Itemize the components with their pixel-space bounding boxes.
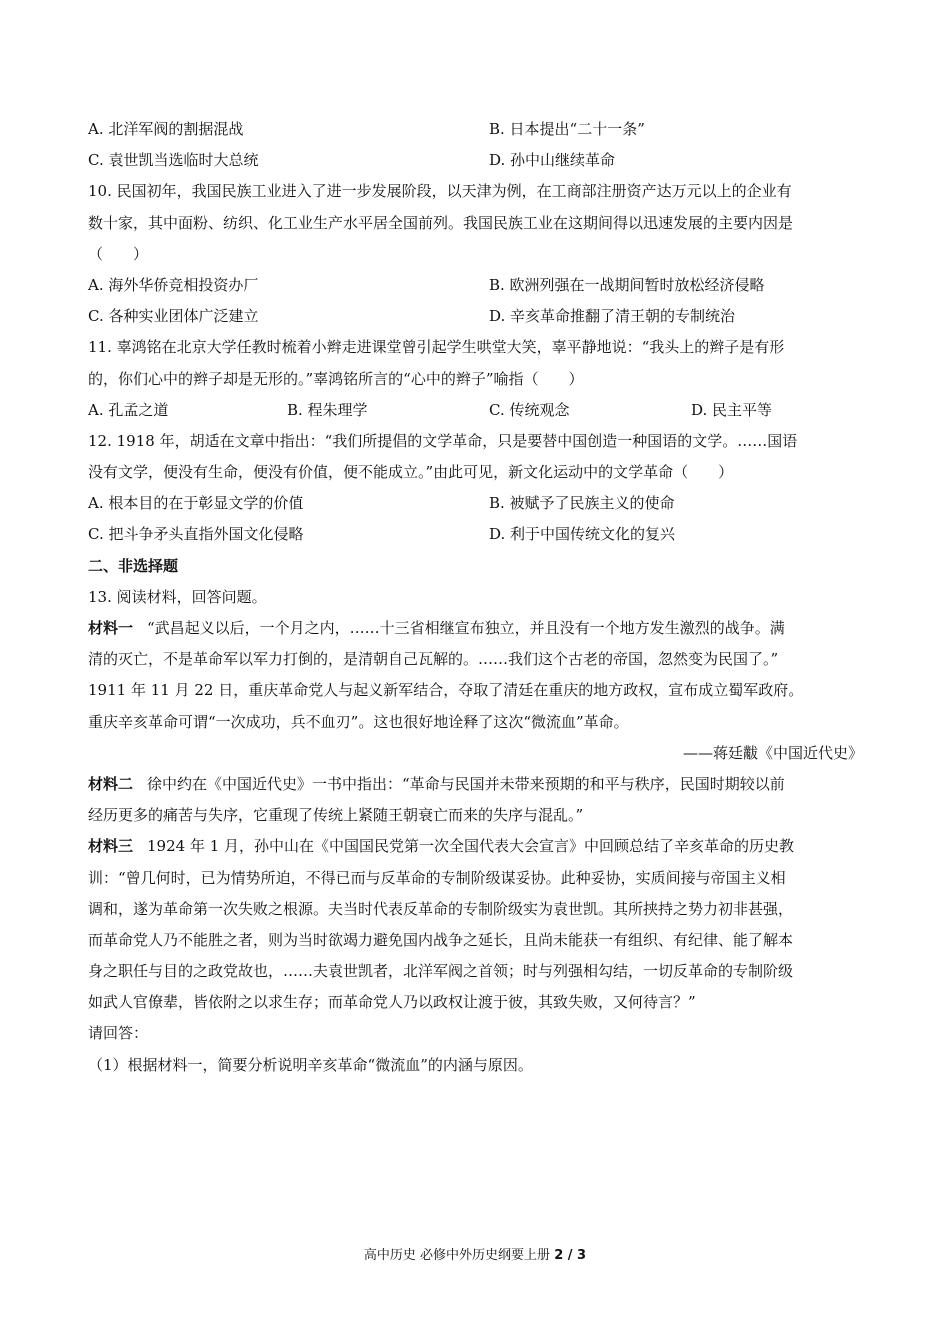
q12-stem-line-1: 12. 1918 年，胡适在文章中指出：“我们所提倡的文学革命，只是要替中国创造一种国语的文学。……国语 — [88, 431, 798, 450]
q10-stem-line-1: 10. 民国初年，我国民族工业进入了进一步发展阶段，以天津为例，在工商部注册资产达万元以上的企业有 — [88, 182, 792, 201]
footer-page-number: 2 / 3 — [554, 1248, 587, 1263]
q10-option-c: C. 各种实业团体广泛建立 — [88, 307, 259, 326]
q9-option-c: C. 袁世凯当选临时大总统 — [88, 151, 259, 170]
material1-text-1: “武昌起义以后，一个月之内，……十三省相继宣布独立，并且没有一个地方发生激烈的战争。满 — [147, 619, 785, 637]
q9-option-a: A. 北洋军阀的割据混战 — [88, 120, 244, 138]
q11-option-b: B. 程朱理学 — [287, 400, 368, 419]
material1-line-4: 重庆辛亥革命可谓“一次成功，兵不血刃”。这也很好地诠释了这次“微流血”革命。 — [88, 712, 629, 731]
exam-page — [88, 114, 863, 1081]
q10-option-d: D. 辛亥革命推翻了清王朝的专制统治 — [489, 307, 736, 326]
q10-options-row-1 — [88, 270, 863, 301]
sub-question-1: （1）根据材料一，简要分析说明辛亥革命“微流血”的内涵与原因。 — [88, 1055, 533, 1074]
q10-stem-line-3: （ ） — [88, 244, 149, 263]
material3-line-4: 而革命党人乃不能胜之者，则为当时欲竭力避免国内战争之延长，且尚未能获一有组织、有纪律、能了解本 — [88, 930, 794, 949]
q9-option-b: B. 日本提出“二十一条” — [489, 120, 645, 138]
q11-stem-line-1: 11. 辜鸿铭在北京大学任教时梳着小辫走进课堂曾引起学生哄堂大笑，辜平静地说：“我头上的辫子是有形 — [88, 338, 785, 357]
page-footer — [0, 1244, 950, 1263]
material3-line-3: 调和，遂为革命第一次失败之根源。夫当时代表反革命的专制阶级实为袁世凯。其所挟持之势力初非甚强， — [88, 899, 794, 918]
q12-stem-line-2: 没有文学，便没有生命，便没有价值，便不能成立。”由此可见，新文化运动中的文学革命（ ） — [88, 463, 734, 482]
footer-text: 高中历史 必修中外历史纲要上册 — [363, 1248, 555, 1263]
answer-prompt: 请回答： — [88, 1024, 149, 1043]
section-heading: 二、非选择题 — [88, 556, 179, 575]
material1-source: ——蒋廷黻《中国近代史》 — [682, 743, 863, 762]
q9-options-row-2 — [88, 145, 863, 176]
q11-option-c: C. 传统观念 — [489, 400, 570, 419]
q11-stem-line-2: 的，你们心中的辫子却是无形的。”辜鸿铭所言的“心中的辫子”喻指（ ） — [88, 369, 584, 388]
q12-option-d: D. 利于中国传统文化的复兴 — [489, 525, 676, 544]
q10-options-row-2 — [88, 301, 863, 332]
material2-label: 材料二 — [88, 774, 134, 793]
material2-line-1 — [88, 769, 863, 800]
material3-line-2: 训：“曾几何时，已为情势所迫，不得已而与反革命的专制阶级谋妥协。此种妥协，实质间接与帝国主义相 — [88, 868, 786, 887]
material3-line-6: 如武人官僚辈，皆依附之以求生存；而革命党人乃以政权让渡于彼，其致失败，又何待言？” — [88, 993, 696, 1012]
material1-line-2: 清的灭亡，不是革命军以军力打倒的，是清朝自己瓦解的。……我们这个古老的帝国，忽然变为民国了。” — [88, 650, 779, 669]
material3-label: 材料三 — [88, 837, 134, 856]
q10-option-a: A. 海外华侨竞相投资办厂 — [88, 275, 259, 294]
q13-intro: 13. 阅读材料，回答问题。 — [88, 587, 267, 606]
q11-options-row — [88, 395, 863, 426]
q10-stem-line-2: 数十家，其中面粉、纺织、化工业生产水平居全国前列。我国民族工业在这期间得以迅速发展的主要内因是 — [88, 213, 794, 232]
q9-options-row-1 — [88, 114, 863, 145]
material1-label: 材料一 — [88, 619, 134, 637]
q11-option-d: D. 民主平等 — [691, 400, 773, 419]
material3-line-1 — [88, 831, 863, 862]
material1-line-3: 1911 年 11 月 22 日，重庆革命党人与起义新军结合，夺取了清廷在重庆的地方政权，宣布成立蜀军政府。 — [88, 681, 804, 700]
q12-option-c: C. 把斗争矛头直指外国文化侵略 — [88, 525, 304, 544]
material3-text-1: 1924 年 1 月，孙中山在《中国国民党第一次全国代表大会宣言》中回顾总结了辛亥革命的历史教 — [147, 837, 795, 856]
material2-line-2: 经历更多的痛苦与失序，它重现了传统上紧随王朝衰亡而来的失序与混乱。” — [88, 806, 584, 825]
q11-option-a: A. 孔孟之道 — [88, 400, 169, 419]
material2-text-1: 徐中约在《中国近代史》一书中指出：“革命与民国并未带来预期的和平与秩序，民国时期较以前 — [147, 774, 785, 793]
q12-option-b: B. 被赋予了民族主义的使命 — [489, 494, 675, 513]
q12-option-a: A. 根本目的在于彰显文学的价值 — [88, 494, 304, 513]
q12-options-row-2 — [88, 519, 863, 550]
material1-line-1 — [88, 613, 863, 644]
q10-option-b: B. 欧洲列强在一战期间暂时放松经济侵略 — [489, 275, 765, 294]
q12-options-row-1 — [88, 488, 863, 519]
q9-option-d: D. 孙中山继续革命 — [489, 151, 616, 170]
material3-line-5: 身之职任与目的之政党故也，……夫袁世凯者，北洋军阀之首领；时与列强相勾结，一切反革命的专制阶级 — [88, 962, 794, 981]
